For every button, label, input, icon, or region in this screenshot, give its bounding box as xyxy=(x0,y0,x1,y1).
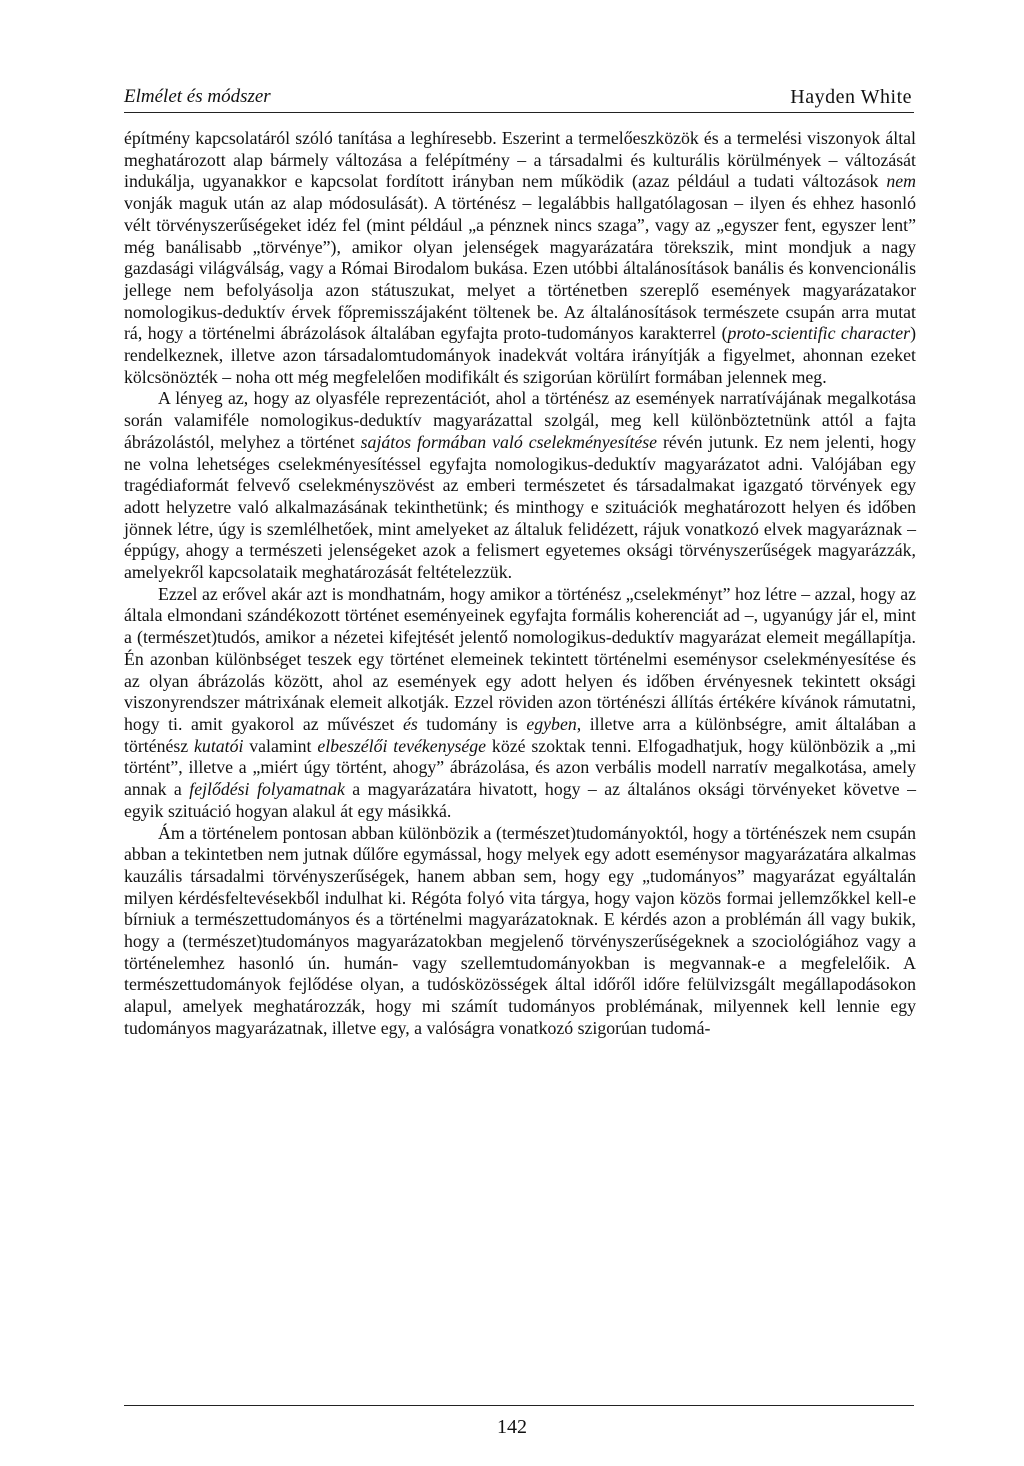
header-rule xyxy=(124,112,914,113)
footer-rule xyxy=(124,1405,914,1406)
italic-text: nem xyxy=(886,171,916,192)
text-run: a magyarázatára hivatott, hogy – az általános oksági törvényeket követve – egyik szituáció hogyan alakul át egy másikká. xyxy=(124,779,917,821)
body-text xyxy=(124,128,916,1040)
text-run: vonják maguk után az alap módosulását). A történész – legalábbis hallgatólagosan – ilyen és ehhez hasonló vélt törvényszerűségeket idéz fel (mint például „a pénznek nincs szaga”, vagy az „egyszer fent, egyszer lent” még banálisabb „törvénye”), amikor olyan jelenségek magyarázatára törekszik, mint mondjuk a nagy gazdasági világválság, vagy a Római Birodalom bukása. Ezen utóbbi általánosítások banális és konvencionális jellege nem befolyásolja azon státuszukat, melyet a történetben szereplő események magyarázatakor nomologikus-deduktív érvek főpremisszájaként töltenek be. Az általánosítások természete csupán arra mutat rá, hogy a történelmi ábrázolások általában egyfajta proto-tudományos karakterrel ( xyxy=(124,193,916,344)
page-number: 142 xyxy=(497,1416,527,1438)
paragraph-2 xyxy=(124,388,916,583)
text-run: , illetve arra a különbségre, amit általában a történész xyxy=(124,713,916,756)
text-run: Ám a történelem pontosan abban különbözik a (természet)tudományoktól, hogy a történészek nem csupán abban a tekintetben nem jutnak dűlőre egymással, hogy melyek egy adott eseménysor magyarázatára alkalmas kauzális társadalmi törvényszerűségek, hanem abban sem, hogy egy „tudományos” magyarázat egyáltalán milyen kérdésfeltevésekből indulhat ki. Régóta folyó vita tárgya, hogy vajon közös formai jellemzőkkel kell-e bírniuk a természettudományos és a történelmi magyarázatoknak. E kérdés azon a problémán áll vagy bukik, hogy a (természet)tudományos magyarázatokban megjelenő törvényszerűségeknek a szociológiához vagy a történelemhez hasonló ún. humán- vagy szellemtudományokban is megvannak-e a megfelelőik. A természettudományok fejlődése olyan, a tudósközösségek által időről időre felülvizsgált megállapodásokon alapul, amelyek meghatározzák, hogy mi számít tudományos problémának, milyennek kell lennie egy tudományos magyarázatnak, illetve egy, a valóságra vonatkozó szigorúan tudomá- xyxy=(124,822,916,1038)
text-run: valamint xyxy=(243,735,318,756)
paragraph-1 xyxy=(124,128,916,388)
text-run: Ezzel az erővel akár azt is mondhatnám, hogy amikor a történész „cselekményt” hoz létre – azzal, hogy az általa elmondani szándékozott történet eseményeinek egyfajta formális koherenciát ad –, ugyanúgy jár el, mint a (természet)tudós, amikor a nézetei kifejtését jelentő nomologikus-deduktív magyarázat elemeit megállapítja. Én azonban különbséget teszek egy történet elemeinek tekintett történelmi eseménysor cselekményesítése és az olyan ábrázolás között, ahol az események egy adott helyen és időben érvényesnek tekintett oksági viszonyrendszer mátrixának elemeit alkotják. Ezzel röviden azon történészi állítás értékére kívánok rámutatni, hogy ti. amit gyakorol az művészet xyxy=(124,583,916,734)
italic-text: elbeszélői tevékenysége xyxy=(317,735,487,756)
running-header xyxy=(124,86,912,112)
text-run: közé szoktak tenni. Elfogadhatjuk, hogy különbözik a „mi történt”, illetve a „miért úgy történt, ahogy” ábrázolása, és azon verbális modell narratív megalkotása, amely annak a xyxy=(124,735,917,800)
paragraph-4 xyxy=(124,823,916,1040)
paragraph-3 xyxy=(124,584,916,823)
italic-text: proto-scientific character xyxy=(727,323,911,344)
italic-text: egyben xyxy=(526,713,577,734)
author-name: Hayden White xyxy=(790,86,912,108)
text-run: révén jutunk. Ez nem jelenti, hogy ne volna lehetséges cselekményesítéssel egyfajta nomologikus-deduktív magyarázatot adni. Valójában egy tragédiaformát felvevő cselekményszövést az emberi természetet és társadalmakat igazgató törvények egy adott helyzetre való alkalmazásának tekinthetünk; és minthogy e szituációk meghatározott helyen és időben jönnek létre, úgy is szemlélhetőek, mint amelyeket az általuk felidézett, rájuk vonatkozó elvek magyaráznak – éppúgy, ahogy a természeti jelenségeket azok a felismert egyetemes oksági törvényszerűségek magyarázzák, amelyekről kapcsolataik meghatározását feltételezzük. xyxy=(124,431,916,583)
italic-text: fejlődési folyamatnak xyxy=(189,779,345,800)
italic-text: sajátos formában való cselekményesítése xyxy=(360,431,658,452)
text-run: építmény kapcsolatáról szóló tanítása a leghíresebb. Eszerint a termelőeszközök és a termelési viszonyok által meghatározott alap bármely változása a felépítmény – a társadalmi és kulturális körülmények – változását indukálja, ugyanakkor e kapcsolat fordított irányban nem működik (azaz például a tudati változások xyxy=(124,128,916,192)
running-title: Elmélet és módszer xyxy=(124,86,271,107)
text-run: ) rendelkeznek, illetve azon társadalomtudományok inadekvát voltára irányítják a figyelmet, ahonnan ezeket kölcsönözték – noha ott még megfelelően modifikált és szigorúan körülírt formában jelennek meg. xyxy=(124,323,916,387)
text-run: A lényeg az, hogy az olyasféle reprezentációt, ahol a történész az események narratívájának megalkotása során valamiféle nomologikus-deduktív magyarázattal szolgál, meg kell különböztetnünk attól a fajta ábrázolástól, melyhez a történet xyxy=(124,388,916,452)
italic-text: kutatói xyxy=(194,735,244,756)
italic-text: és xyxy=(402,713,418,734)
text-run: tudomány is xyxy=(417,713,527,734)
